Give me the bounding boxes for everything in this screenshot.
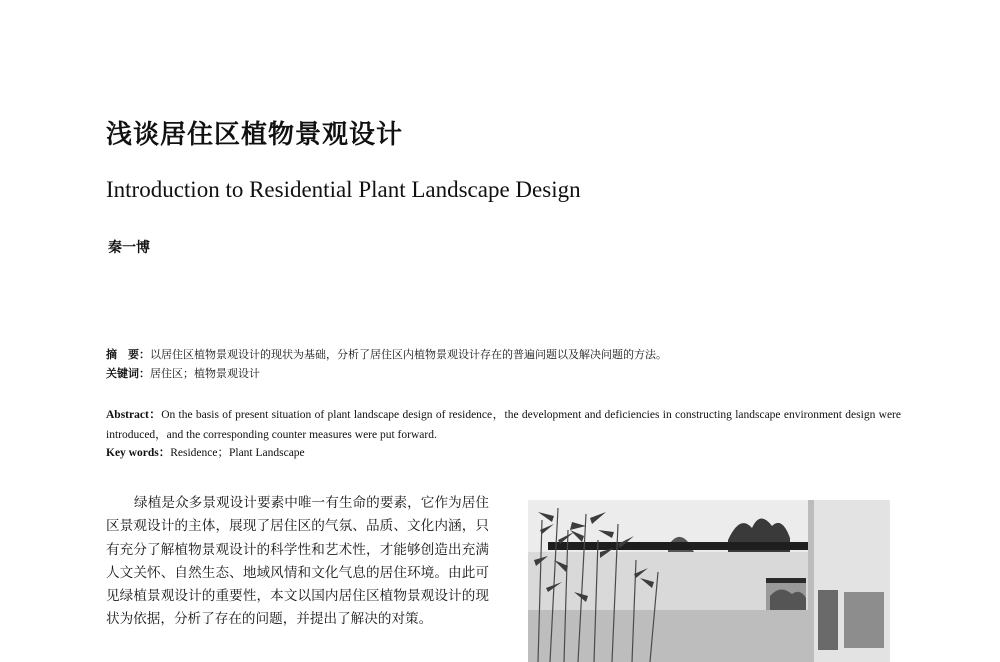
body-paragraph xyxy=(106,492,489,632)
keywords-en xyxy=(106,444,305,460)
keywords-cn xyxy=(106,365,260,381)
keywords-cn-label: 关键词： xyxy=(106,367,150,380)
abstract-cn-text: 以居住区植物景观设计的现状为基础，分析了居住区内植物景观设计存在的普遍问题以及解决问题的方法。 xyxy=(150,348,667,361)
keywords-cn-text: 居住区；植物景观设计 xyxy=(150,367,260,380)
author-name: 秦一博 xyxy=(108,240,150,256)
abstract-cn-label: 摘 要： xyxy=(106,348,150,361)
abstract-en-label: Abstract： xyxy=(106,409,162,421)
body-paragraph-text: 绿植是众多景观设计要素中唯一有生命的要素，它作为居住区景观设计的主体，展现了居住区的气氛、品质、文化内涵，只有充分了解植物景观设计的科学性和艺术性，才能够创造出充满人文关怀、自然生态、地域风情和文化气息的居住环境。由此可见绿植景观设计的重要性，本文以国内居住区植物景观设计的现状为依据，分析了存在的问题，并提出了解决的对策。 xyxy=(106,495,489,628)
abstract-en xyxy=(106,405,901,445)
article-title-cn: 浅谈居住区植物景观设计 xyxy=(106,120,404,150)
photo-illustration xyxy=(528,500,890,662)
abstract-cn xyxy=(106,346,667,362)
abstract-en-text: On the basis of present situation of plant landscape design of residence，the development and deficiencies in constructing landscape environment design were introduced，and the corresponding counter measures were put forward. xyxy=(106,409,901,441)
article-title-en: Introduction to Residential Plant Landscape Design xyxy=(106,177,581,202)
courtyard-bamboo-photo xyxy=(528,500,890,662)
keywords-en-label: Key words： xyxy=(106,447,171,459)
keywords-en-text: Residence；Plant Landscape xyxy=(170,447,305,459)
